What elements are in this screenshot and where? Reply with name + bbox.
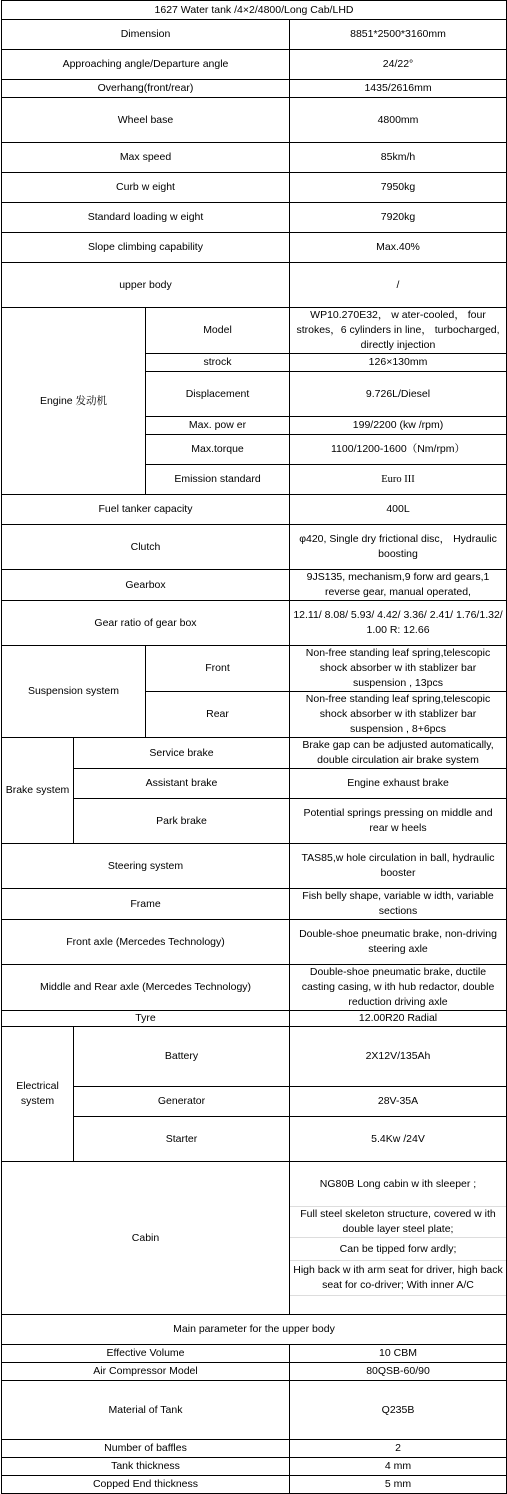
table-row — [2, 1440, 507, 1458]
tyre-value: 12.00R20 Radial — [290, 1011, 507, 1027]
compressor-label: Air Compressor Model — [2, 1363, 290, 1381]
battery-value: 2X12V/135Ah — [290, 1027, 507, 1087]
overhang-label: Overhang(front/rear) — [2, 80, 290, 98]
table-row — [2, 1476, 507, 1494]
generator-label: Generator — [74, 1087, 290, 1117]
table-row — [2, 143, 507, 173]
upper-body-header: Main parameter for the upper body — [2, 1315, 507, 1345]
cabin-line-4: High back w ith arm seat for driver, high back seat for co-driver; With inner A/C — [290, 1261, 506, 1296]
tank-thickness-value: 4 mm — [290, 1458, 507, 1476]
engine-label: Engine 发动机 — [2, 308, 146, 495]
tank-thickness-label: Tank thickness — [2, 1458, 290, 1476]
table-row — [2, 965, 507, 1011]
material-value: Q235B — [290, 1381, 507, 1440]
volume-label: Effective Volume — [2, 1345, 290, 1363]
steering-label: Steering system — [2, 844, 290, 889]
end-thickness-label: Copped End thickness — [2, 1476, 290, 1494]
table-row — [2, 80, 507, 98]
tyre-label: Tyre — [2, 1011, 290, 1027]
power-value: 199/2200 (kw /rpm) — [290, 417, 507, 435]
table-row — [2, 1381, 507, 1440]
torque-value: 1100/1200-1600（Nm/rpm） — [290, 435, 507, 465]
table-row — [2, 50, 507, 80]
clutch-value: φ420, Single dry frictional disc， Hydraulic boosting — [290, 525, 507, 570]
frame-label: Frame — [2, 889, 290, 920]
volume-value: 10 CBM — [290, 1345, 507, 1363]
suspension-label: Suspension system — [2, 646, 146, 738]
engine-model-label: Model — [146, 308, 290, 354]
table-row — [2, 920, 507, 965]
table-row — [2, 1363, 507, 1381]
clutch-label: Clutch — [2, 525, 290, 570]
displacement-value: 9.726L/Diesel — [290, 372, 507, 417]
loading-weight-value: 7920kg — [290, 203, 507, 233]
compressor-value: 80QSB-60/90 — [290, 1363, 507, 1381]
wheelbase-value: 4800mm — [290, 98, 507, 143]
gear-ratio-label: Gear ratio of gear box — [2, 601, 290, 646]
upper-body-label: upper body — [2, 263, 290, 308]
suspension-rear-label: Rear — [146, 692, 290, 738]
table-row — [2, 738, 507, 769]
table-row — [2, 525, 507, 570]
table-row — [2, 1315, 507, 1345]
table-row — [2, 233, 507, 263]
front-axle-label: Front axle (Mercedes Technology) — [2, 920, 290, 965]
displacement-label: Displacement — [146, 372, 290, 417]
table-row — [2, 1458, 507, 1476]
service-brake-value: Brake gap can be adjusted automatically, double circulation air brake system — [290, 738, 507, 769]
table-row — [2, 646, 507, 692]
steering-value: TAS85,w hole circulation in ball, hydraulic booster — [290, 844, 507, 889]
cabin-value — [290, 1162, 507, 1315]
rear-axle-label: Middle and Rear axle (Mercedes Technology) — [2, 965, 290, 1011]
baffles-label: Number of baffles — [2, 1440, 290, 1458]
table-row — [2, 1117, 507, 1162]
table-row — [2, 495, 507, 525]
upper-body-value: / — [290, 263, 507, 308]
front-axle-value: Double-shoe pneumatic brake, non-driving steering axle — [290, 920, 507, 965]
generator-value: 28V-35A — [290, 1087, 507, 1117]
curb-weight-label: Curb w eight — [2, 173, 290, 203]
table-row — [2, 98, 507, 143]
emission-label: Emission standard — [146, 465, 290, 495]
cabin-line-2: Full steel skeleton structure, covered w ith double layer steel plate; — [290, 1207, 506, 1238]
baffles-value: 2 — [290, 1440, 507, 1458]
table-row — [2, 1162, 507, 1315]
table-row — [2, 601, 507, 646]
material-label: Material of Tank — [2, 1381, 290, 1440]
service-brake-label: Service brake — [74, 738, 290, 769]
end-thickness-value: 5 mm — [290, 1476, 507, 1494]
starter-value: 5.4Kw /24V — [290, 1117, 507, 1162]
curb-weight-value: 7950kg — [290, 173, 507, 203]
table-row — [2, 844, 507, 889]
table-row — [2, 308, 507, 354]
engine-model-value: WP10.270E32， w ater-cooled， four strokes，6 cylinders in line， turbocharged, directly injection — [290, 308, 507, 354]
park-brake-value: Potential springs pressing on middle and rear w heels — [290, 799, 507, 844]
gearbox-label: Gearbox — [2, 570, 290, 601]
maxspeed-label: Max speed — [2, 143, 290, 173]
park-brake-label: Park brake — [74, 799, 290, 844]
assistant-brake-value: Engine exhaust brake — [290, 769, 507, 799]
table-title: 1627 Water tank /4×2/4800/Long Cab/LHD — [2, 1, 507, 20]
frame-value: Fish belly shape, variable w idth, variable sections — [290, 889, 507, 920]
fuel-label: Fuel tanker capacity — [2, 495, 290, 525]
dimension-value: 8851*2500*3160mm — [290, 20, 507, 50]
loading-weight-label: Standard loading w eight — [2, 203, 290, 233]
slope-value: Max.40% — [290, 233, 507, 263]
table-row — [2, 1011, 507, 1027]
wheelbase-label: Wheel base — [2, 98, 290, 143]
table-row — [2, 173, 507, 203]
rear-axle-value: Double-shoe pneumatic brake, ductile casting casing, w ith hub redactor, double reduction driving axle — [290, 965, 507, 1011]
fuel-value: 400L — [290, 495, 507, 525]
table-row — [2, 1027, 507, 1087]
overhang-value: 1435/2616mm — [290, 80, 507, 98]
cabin-line-1: NG80B Long cabin w ith sleeper ; — [290, 1162, 506, 1207]
table-row — [2, 263, 507, 308]
slope-label: Slope climbing capability — [2, 233, 290, 263]
cabin-line-3: Can be tipped forw ardly; — [290, 1238, 506, 1261]
spec-table — [1, 0, 507, 1494]
emission-value: Euro III — [290, 465, 507, 495]
table-row — [2, 1087, 507, 1117]
gearbox-value: 9JS135, mechanism,9 forw ard gears,1 reverse gear, manual operated, — [290, 570, 507, 601]
table-row — [2, 570, 507, 601]
battery-label: Battery — [74, 1027, 290, 1087]
strock-label: strock — [146, 354, 290, 372]
suspension-front-label: Front — [146, 646, 290, 692]
brake-label: Brake system — [2, 738, 74, 844]
table-row — [2, 889, 507, 920]
table-row — [2, 20, 507, 50]
strock-value: 126×130mm — [290, 354, 507, 372]
suspension-front-value: Non-free standing leaf spring,telescopic shock absorber w ith stablizer bar suspension , 13pcs — [290, 646, 507, 692]
table-row — [2, 799, 507, 844]
electrical-label: Electrical system — [2, 1027, 74, 1162]
torque-label: Max.torque — [146, 435, 290, 465]
assistant-brake-label: Assistant brake — [74, 769, 290, 799]
dimension-label: Dimension — [2, 20, 290, 50]
suspension-rear-value: Non-free standing leaf spring,telescopic shock absorber w ith stablizer bar suspension , 8+6pcs — [290, 692, 507, 738]
table-row — [2, 203, 507, 233]
table-row — [2, 1345, 507, 1363]
power-label: Max. pow er — [146, 417, 290, 435]
angle-value: 24/22° — [290, 50, 507, 80]
starter-label: Starter — [74, 1117, 290, 1162]
maxspeed-value: 85km/h — [290, 143, 507, 173]
gear-ratio-value: 12.11/ 8.08/ 5.93/ 4.42/ 3.36/ 2.41/ 1.76/1.32/ 1.00 R: 12.66 — [290, 601, 507, 646]
cabin-label: Cabin — [2, 1162, 290, 1315]
table-row — [2, 769, 507, 799]
title-row — [2, 1, 507, 20]
angle-label: Approaching angle/Departure angle — [2, 50, 290, 80]
